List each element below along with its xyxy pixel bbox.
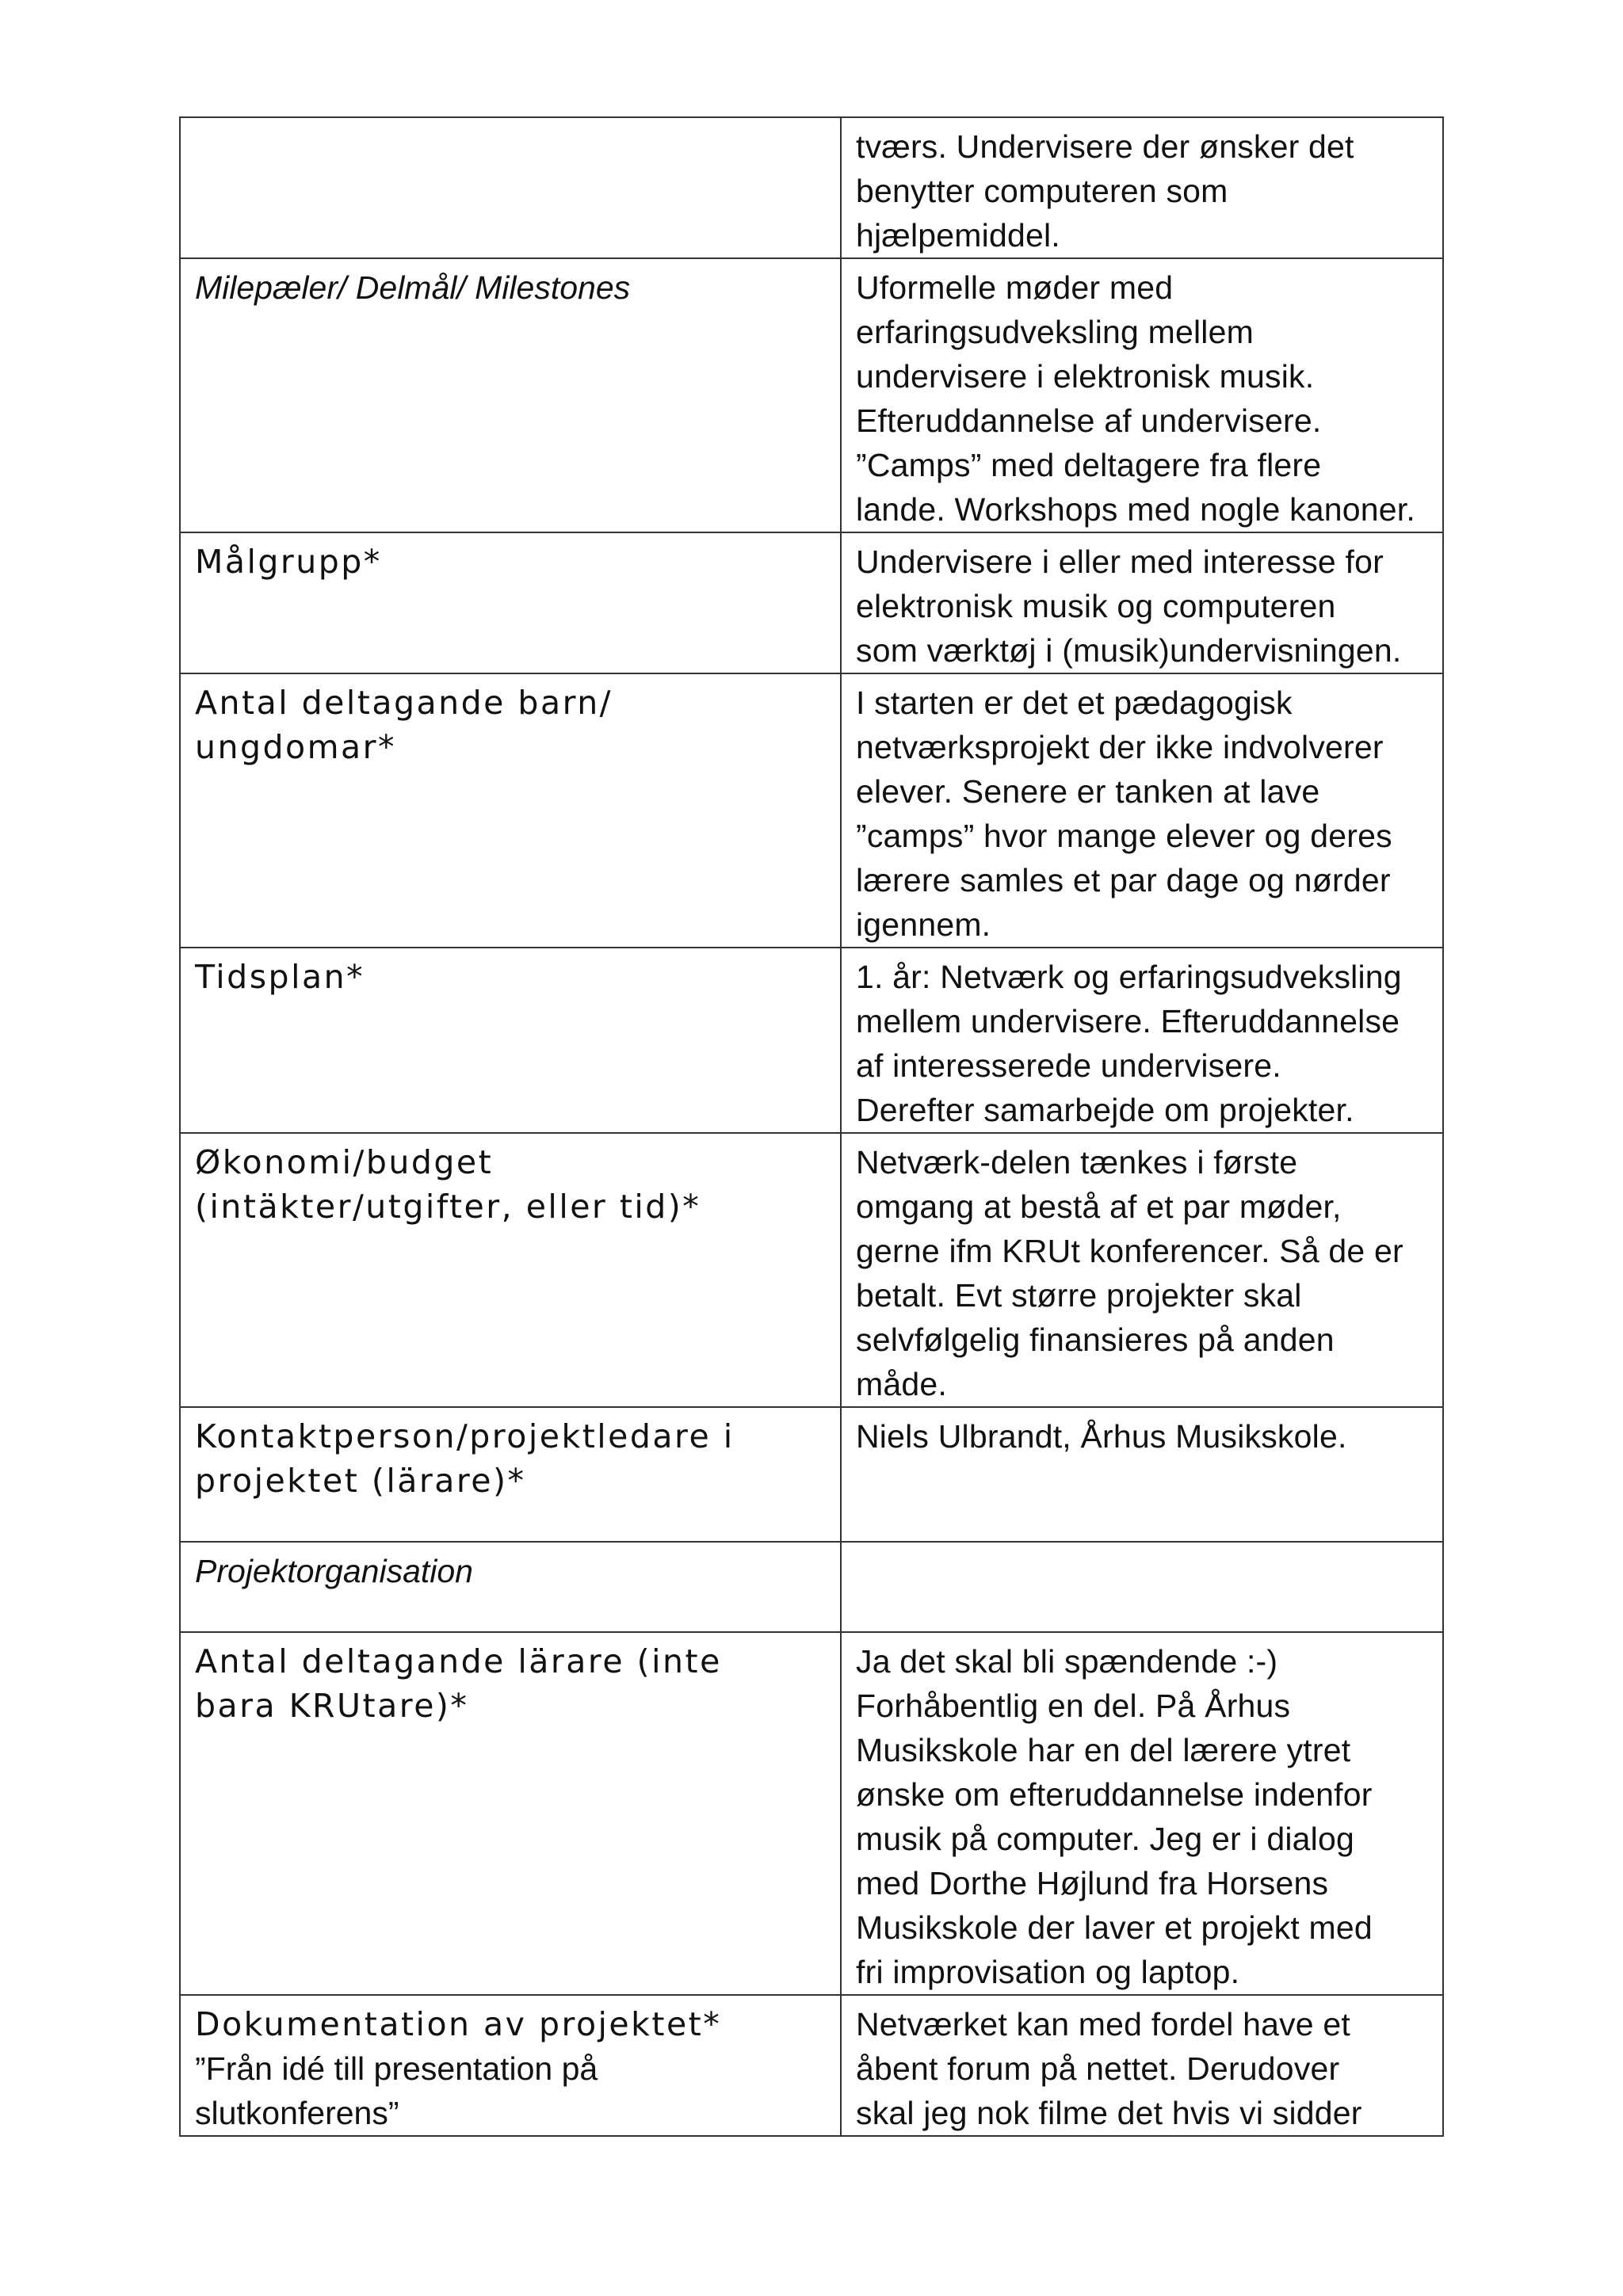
row-value-cell	[841, 1133, 1443, 1407]
table-row	[180, 117, 1443, 258]
project-form-table	[179, 116, 1444, 2137]
row-label-cell	[180, 1133, 841, 1407]
row-label-cell	[180, 948, 841, 1133]
value-line: skal jeg nok filme det hvis vi sidder	[856, 2095, 1362, 2131]
value-line: omgang at bestå af et par møder,	[856, 1188, 1342, 1225]
table-row	[180, 1133, 1443, 1407]
table-row	[180, 532, 1443, 673]
label-timeline: Tidsplan*	[195, 958, 365, 996]
row-label-cell	[180, 1407, 841, 1542]
value-line: Ja det skal bli spændende :-)	[856, 1643, 1278, 1680]
value-line: hjælpemiddel.	[856, 217, 1060, 254]
value-line: mellem undervisere. Efteruddannelse	[856, 1003, 1400, 1039]
label-contact-person: projektet (lärare)*	[195, 1462, 526, 1500]
value-line: Netværk-delen tænkes i første	[856, 1144, 1298, 1180]
value-line: åbent forum på nettet. Derudover	[856, 2050, 1340, 2087]
label-participating-teachers: Antal deltagande lärare (inte	[195, 1642, 722, 1680]
row-label-cell	[180, 1542, 841, 1632]
value-line: Derefter samarbejde om projekter.	[856, 1092, 1354, 1128]
label-participating-children: ungdomar*	[195, 728, 397, 766]
value-line: netværksprojekt der ikke indvolverer	[856, 729, 1384, 765]
row-value-cell	[841, 948, 1443, 1133]
value-line: Musikskole har en del lærere ytret	[856, 1732, 1351, 1768]
label-budget: Økonomi/budget	[195, 1143, 494, 1181]
label-contact-person: Kontaktperson/projektledare i	[195, 1417, 735, 1455]
label-participating-teachers: bara KRUtare)*	[195, 1687, 469, 1725]
value-line: ønske om efteruddannelse indenfor	[856, 1776, 1373, 1813]
table-row	[180, 673, 1443, 948]
value-line: lande. Workshops med nogle kanoner.	[856, 491, 1415, 528]
row-value-cell	[841, 1542, 1443, 1632]
row-value-cell	[841, 532, 1443, 673]
table-row	[180, 948, 1443, 1133]
row-value-cell	[841, 1632, 1443, 1995]
row-value-cell	[841, 673, 1443, 948]
value-line: elektronisk musik og computeren	[856, 588, 1336, 624]
table-row	[180, 1542, 1443, 1632]
table-row	[180, 1632, 1443, 1995]
value-line: benytter computeren som	[856, 173, 1228, 209]
row-label-cell	[180, 532, 841, 673]
value-line: ”camps” hvor mange elever og deres	[856, 818, 1392, 854]
value-line: tværs. Undervisere der ønsker det	[856, 128, 1354, 165]
value-line: fri improvisation og laptop.	[856, 1954, 1240, 1990]
label-project-organisation: Projektorganisation	[195, 1553, 473, 1589]
table-row	[180, 1407, 1443, 1542]
row-value-cell	[841, 117, 1443, 258]
label-documentation: Dokumentation av projektet*	[195, 2005, 722, 2043]
row-label-cell	[180, 1632, 841, 1995]
value-line: Netværket kan med fordel have et	[856, 2006, 1350, 2042]
value-line: måde.	[856, 1366, 947, 1402]
value-line: igennem.	[856, 906, 991, 943]
value-line: Undervisere i eller med interesse for	[856, 543, 1384, 580]
label-target-group: Målgrupp*	[195, 543, 382, 581]
value-line: gerne ifm KRUt konferencer. Så de er	[856, 1233, 1403, 1269]
value-line: Efteruddannelse af undervisere.	[856, 402, 1322, 439]
value-line: med Dorthe Højlund fra Horsens	[856, 1865, 1329, 1901]
value-line: erfaringsudveksling mellem	[856, 314, 1254, 350]
value-line: Niels Ulbrandt, Århus Musikskole.	[856, 1418, 1347, 1455]
label-documentation-subtitle: ”Från idé till presentation på	[195, 2050, 598, 2087]
value-line: musik på computer. Jeg er i dialog	[856, 1821, 1354, 1857]
row-value-cell	[841, 1407, 1443, 1542]
value-line: af interesserede undervisere.	[856, 1047, 1281, 1084]
value-line: Uformelle møder med	[856, 269, 1174, 306]
value-line: betalt. Evt større projekter skal	[856, 1277, 1302, 1314]
label-documentation-subtitle: slutkonferens”	[195, 2095, 399, 2131]
table-row	[180, 258, 1443, 532]
row-label-cell	[180, 117, 841, 258]
value-line: ”Camps” med deltagere fra flere	[856, 447, 1322, 483]
value-line: lærere samles et par dage og nørder	[856, 862, 1391, 898]
value-line: Musikskole der laver et projekt med	[856, 1909, 1373, 1946]
label-milestones: Milepæler/ Delmål/ Milestones	[195, 269, 631, 306]
value-line: I starten er det et pædagogisk	[856, 685, 1293, 721]
table-row	[180, 1995, 1443, 2136]
value-line: elever. Senere er tanken at lave	[856, 773, 1320, 810]
row-label-cell	[180, 673, 841, 948]
value-line: Forhåbentlig en del. På Århus	[856, 1688, 1291, 1724]
value-line: selvfølgelig finansieres på anden	[856, 1322, 1335, 1358]
row-value-cell	[841, 258, 1443, 532]
value-line: som værktøj i (musik)undervisningen.	[856, 632, 1402, 669]
row-label-cell	[180, 258, 841, 532]
value-line: undervisere i elektronisk musik.	[856, 358, 1315, 395]
value-line: 1. år: Netværk og erfaringsudveksling	[856, 959, 1402, 995]
row-value-cell	[841, 1995, 1443, 2136]
label-budget: (intäkter/utgifter, eller tid)*	[195, 1188, 701, 1226]
row-label-cell	[180, 1995, 841, 2136]
label-participating-children: Antal deltagande barn/	[195, 684, 613, 722]
